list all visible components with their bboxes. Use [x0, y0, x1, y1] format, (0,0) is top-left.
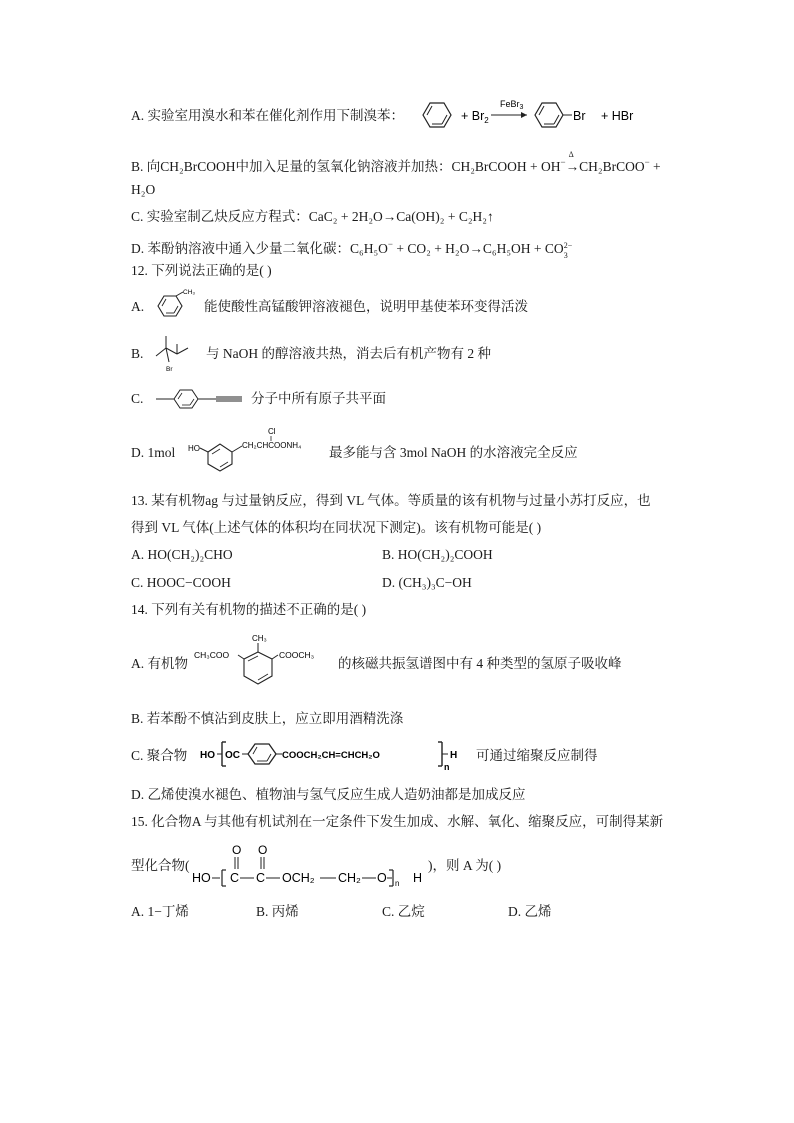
svg-text:Cl: Cl: [268, 427, 276, 436]
q14-option-c-text: 可通过缩聚反应制得: [476, 748, 598, 763]
q13-option-a: A. HO(CH₂)₂CHO: [131, 547, 233, 562]
bromoalkane-structure: [150, 330, 200, 374]
svg-text:COOCH₃: COOCH₃: [279, 650, 315, 660]
svg-text:CH₂CHCOONH₄: CH₂CHCOONH₄: [242, 441, 302, 450]
q15-option-d: D. 乙烯: [508, 904, 552, 919]
toluene-structure: [152, 286, 202, 322]
q14-option-b: B. 若苯酚不慎沾到皮肤上，应立即用酒精洗涤: [131, 711, 404, 726]
q15-stem-line1: 15. 化合物A 与其他有机试剂在一定条件下发生加成、水解、氧化、缩聚反应，可制得某新: [131, 814, 664, 829]
q12-option-a-text: 能使酸性高锰酸钾溶液褪色，说明甲基使苯环变得活泼: [204, 299, 528, 314]
svg-text:CH₂: CH₂: [338, 871, 361, 885]
svg-text:HO: HO: [188, 444, 200, 453]
methylphenylacetylene-structure: [152, 386, 248, 412]
svg-text:COOCH₂CH=CHCH₂O: COOCH₂CH=CHCH₂O: [282, 750, 380, 761]
svg-text:O: O: [258, 843, 268, 857]
plus-br2: + $Br_2$: [461, 109, 489, 125]
q15-option-c: C. 乙烷: [382, 904, 425, 919]
svg-text:OC: OC: [225, 750, 240, 761]
q12-option-c-text: 分子中所有原子共平面: [251, 391, 386, 406]
q13-option-c: C. HOOC−COOH: [131, 575, 231, 590]
svg-text:O: O: [377, 871, 387, 885]
svg-text:HO: HO: [192, 871, 211, 885]
svg-text:OCH₂: OCH₂: [282, 871, 315, 885]
q13-stem-line1: 13. 某有机物ag 与过量钠反应，得到 VL 气体。等质量的该有机物与过量小苏打反应，也: [131, 493, 651, 508]
svg-text:C: C: [230, 871, 240, 885]
svg-text:CH₃COO: CH₃COO: [194, 650, 230, 660]
q11-option-c: C. 实验室制乙炔反应方程式：CaC₂ + 2H₂O→Ca(OH)₂ + C₂H₂↑: [131, 209, 494, 224]
q13-option-d: D. (CH₃)₃C−OH: [382, 575, 472, 590]
svg-text:C: C: [256, 871, 266, 885]
polyester-structure: [198, 736, 474, 774]
q11-option-b-line1: B. 向CH₂BrCOOH中加入足量的氢氧化钠溶液并加热：CH₂BrCOOH + OH− Δ →CH₂BrCOO− +: [131, 150, 661, 174]
catalyst-label: FeBr$_3$: [500, 99, 524, 111]
q12-option-b-text: 与 NaOH 的醇溶液共热，消去后有机产物有 2 种: [206, 346, 491, 361]
q13-option-b: B. HO(CH₂)₂COOH: [382, 547, 493, 562]
q13-stem-line2: 得到 VL 气体(上述气体的体积均在同状况下测定)。该有机物可能是( ): [131, 520, 542, 535]
svg-text:HO: HO: [200, 750, 215, 761]
q11-option-a-text: A. 实验室用溴水和苯在催化剂作用下制溴苯：: [131, 108, 404, 123]
svg-text:CH₃: CH₃: [183, 289, 196, 296]
q15-option-b: B. 丙烯: [256, 904, 299, 919]
svg-text:n: n: [395, 879, 400, 888]
q14-stem: 14. 下列有关有机物的描述不正确的是( ): [131, 602, 367, 617]
polyoxalate-structure: [190, 838, 430, 890]
q11-option-d: D. 苯酚钠溶液中通入少量二氧化碳：C₆H₅O− + CO₂ + H₂O→C₆H₅OH + CO 2− 3: [131, 239, 573, 260]
q11-option-b-line2: H₂O: [131, 182, 156, 197]
hbr-label: + HBr: [601, 109, 634, 123]
q15-stem-line2-end: )，则 A 为( ): [428, 858, 502, 873]
q12-option-b-label: B.: [131, 346, 144, 361]
benzene-bromination-equation: [415, 96, 655, 134]
q14-option-a-label: A. 有机物: [131, 656, 188, 671]
q12-option-d-label: D. 1mol: [131, 445, 176, 460]
q12-stem: 12. 下列说法正确的是( ): [131, 263, 272, 278]
q14-option-a-text: 的核磁共振氢谱图中有 4 种类型的氢原子吸收峰: [338, 656, 622, 671]
q15-stem-line2-start: 型化合物(: [131, 858, 190, 873]
svg-text:n: n: [444, 762, 450, 772]
q12-option-a-label: A.: [131, 299, 145, 314]
phenol-amino-acid-salt-structure: [186, 424, 326, 474]
svg-text:Br: Br: [166, 366, 173, 373]
q14-option-d: D. 乙烯使溴水褪色、植物油与氢气反应生成人造奶油都是加成反应: [131, 787, 526, 802]
q12-option-c-label: C.: [131, 391, 144, 406]
svg-text:H: H: [450, 750, 458, 761]
q12-option-d-text: 最多能与含 3mol NaOH 的水溶液完全反应: [329, 445, 578, 460]
svg-text:H: H: [413, 871, 423, 885]
q15-option-a: A. 1−丁烯: [131, 904, 189, 919]
svg-text:CH₃: CH₃: [252, 634, 267, 643]
q14-option-c-label: C. 聚合物: [131, 748, 188, 763]
br-label: Br: [573, 109, 586, 123]
diester-toluene-structure: [192, 628, 340, 694]
svg-text:O: O: [232, 843, 242, 857]
